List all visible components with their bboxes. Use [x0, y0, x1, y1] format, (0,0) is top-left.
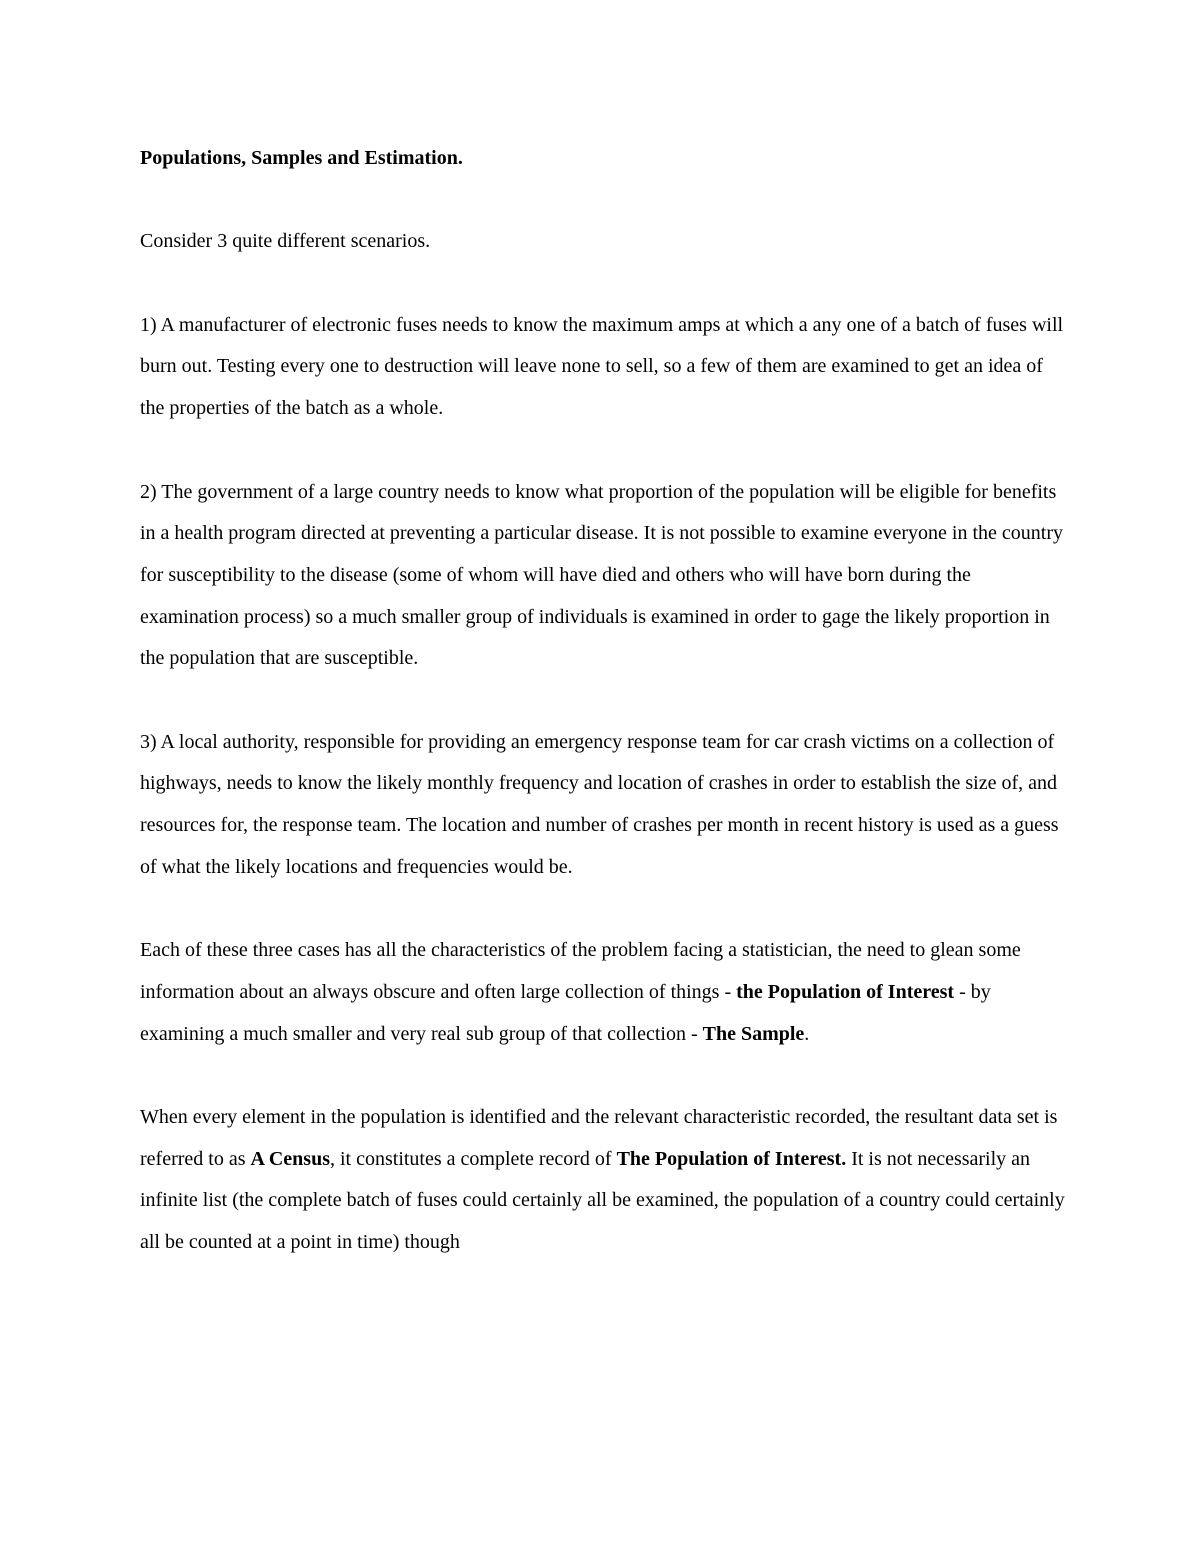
census-para-text-3: It is not necessarily an infinite list (the complete batch of fuses could certainly all be examined, the population of a country could certainly all be counted at a point in time) though — [140, 1147, 1065, 1254]
document-body — [140, 138, 1065, 1264]
scenario-3-paragraph: 3) A local authority, responsible for providing an emergency response team for car crash victims on a collection of highways, needs to know the likely monthly frequency and location of crashes in order to establish the size of, and resources for, the response team. The location and number of crashes per month in recent history is used as a guess of what the likely locations and frequencies would be. — [140, 730, 1059, 878]
population-of-interest-term: the Population of Interest — [736, 980, 955, 1003]
sample-para-text-2: - by examining a much smaller and very real sub group of that collection - — [140, 980, 991, 1045]
population-of-interest-term-2: The Population of Interest. — [616, 1147, 847, 1170]
intro-paragraph: Consider 3 quite different scenarios. — [140, 230, 431, 253]
census-term: A Census — [250, 1147, 330, 1170]
sample-definition-paragraph — [140, 930, 1065, 1055]
sample-para-text-3: . — [804, 1022, 810, 1045]
sample-term: The Sample — [702, 1022, 805, 1045]
census-definition-paragraph — [140, 1097, 1065, 1264]
census-para-text-2: , it constitutes a complete record of — [329, 1147, 617, 1170]
sample-para-text-1: Each of these three cases has all the characteristics of the problem facing a statistician, the need to glean some information about an always obscure and often large collection of things - — [140, 939, 1021, 1003]
census-para-text-1: When every element in the population is identified and the relevant characteristic recorded, the resultant data set is referred to as — [140, 1106, 1058, 1170]
scenario-1-paragraph: 1) A manufacturer of electronic fuses needs to know the maximum amps at which a any one of a batch of fuses will burn out. Testing every one to destruction will leave none to sell, so a few of them are examined to get an idea of the properties of the batch as a whole. — [140, 313, 1064, 420]
scenario-2-paragraph: 2) The government of a large country needs to know what proportion of the population will be eligible for benefits in a health program directed at preventing a particular disease. It is not possible to examine everyone in the country for susceptibility to the disease (some of whom will have died and others who will have born during the examination process) so a much smaller group of individuals is examined in order to gage the likely proportion in the population that are susceptible. — [140, 480, 1064, 670]
document-title: Populations, Samples and Estimation. — [140, 147, 463, 169]
